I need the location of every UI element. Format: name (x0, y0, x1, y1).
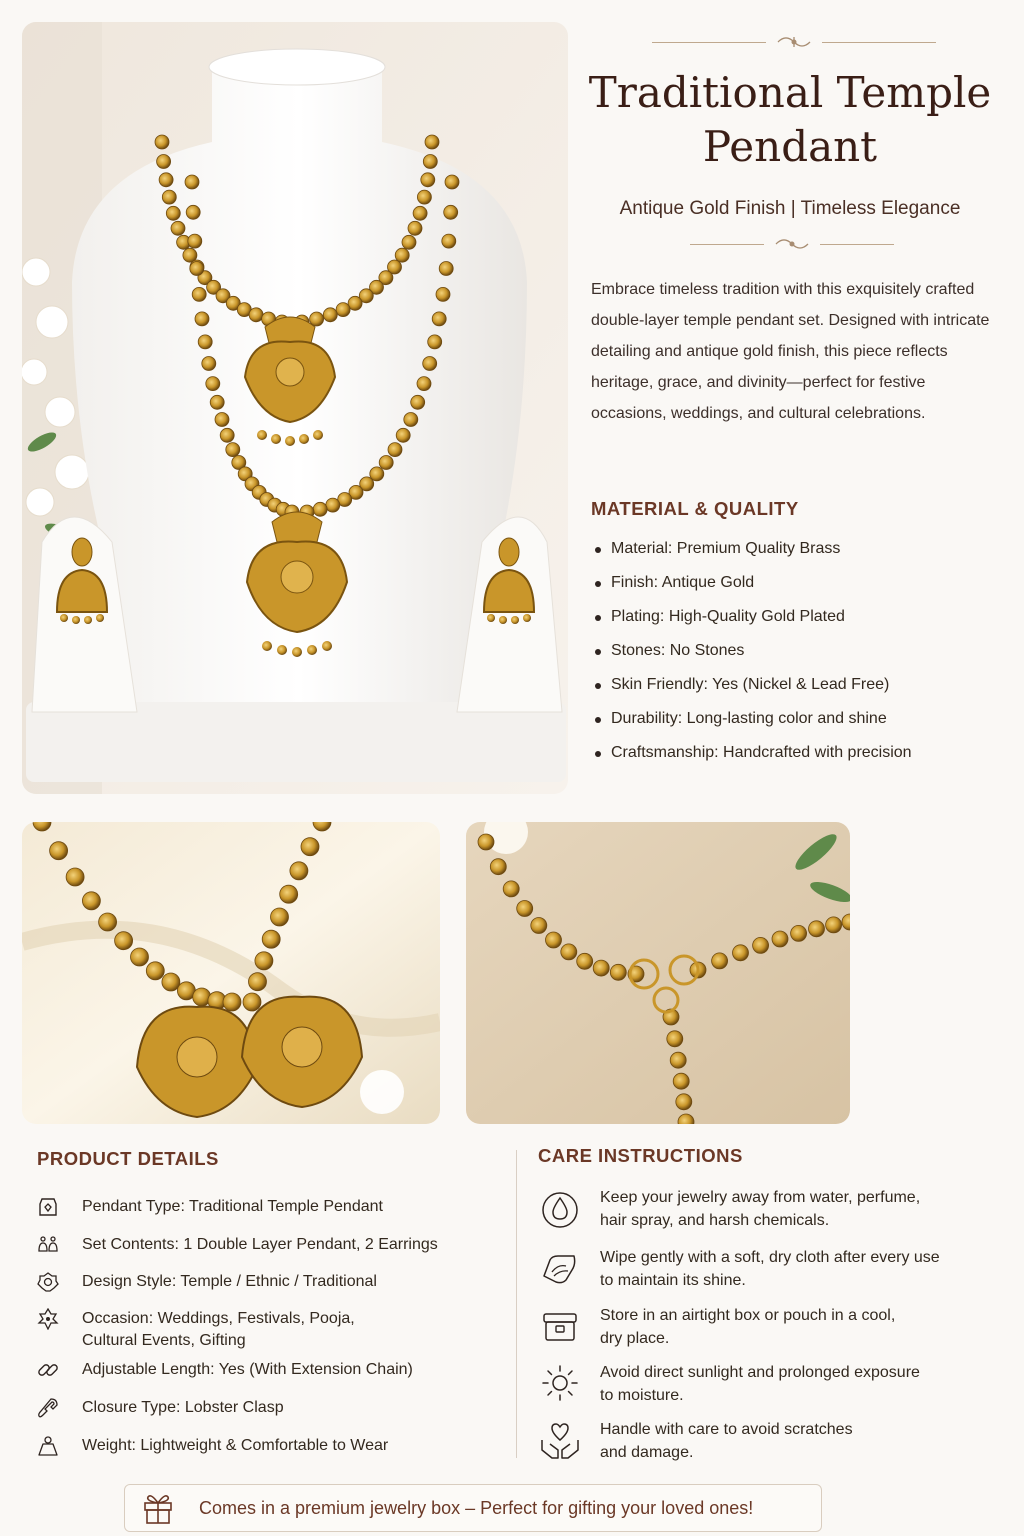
product-detail-row: Design Style: Temple / Ethnic / Traditional (37, 1271, 507, 1293)
material-quality-list (591, 540, 1011, 778)
weight-icon (37, 1435, 59, 1457)
product-detail-row: Closure Type: Lobster Clasp (37, 1397, 507, 1419)
hero-product-image (22, 22, 568, 794)
list-item: Finish: Antique Gold (591, 574, 1011, 608)
product-detail-row: Adjustable Length: Yes (With Extension Chain) (37, 1359, 507, 1381)
gift-banner (124, 1484, 822, 1532)
ornament-divider-bottom (690, 236, 894, 252)
care-instruction-row: Store in an airtight box or pouch in a cool, dry place. (538, 1304, 1008, 1350)
page-title: Traditional Temple Pendant (588, 68, 992, 171)
design-icon (37, 1271, 59, 1293)
material-quality-heading: MATERIAL & QUALITY (591, 498, 799, 519)
storage-box-icon (538, 1304, 582, 1348)
cloth-wipe-icon (538, 1246, 582, 1290)
clasp-icon (37, 1397, 59, 1419)
care-instructions-heading: CARE INSTRUCTIONS (538, 1145, 743, 1166)
product-detail-row: Set Contents: 1 Double Layer Pendant, 2 Earrings (37, 1234, 507, 1256)
care-instruction-row: Keep your jewelry away from water, perfume, hair spray, and harsh chemicals. (538, 1186, 1008, 1232)
list-item: Durability: Long-lasting color and shine (591, 710, 1011, 744)
chain-closeup-image (466, 822, 850, 1124)
occasion-icon (37, 1308, 59, 1330)
ornament-icon (774, 34, 814, 50)
chain-link-icon (37, 1359, 59, 1381)
product-subtitle: Antique Gold Finish | Timeless Elegance (619, 198, 961, 219)
care-hands-icon (538, 1418, 582, 1462)
list-item: Stones: No Stones (591, 642, 1011, 676)
care-instruction-row: Wipe gently with a soft, dry cloth after every use to maintain its shine. (538, 1246, 1008, 1292)
care-instruction-row: Handle with care to avoid scratches and damage. (538, 1418, 1008, 1464)
pendant-closeup-image (22, 822, 440, 1124)
product-detail-row: Occasion: Weddings, Festivals, Pooja, Cultural Events, Gifting (37, 1308, 507, 1352)
gift-icon (141, 1491, 175, 1525)
water-drop-icon (538, 1186, 582, 1230)
list-item: Skin Friendly: Yes (Nickel & Lead Free) (591, 676, 1011, 710)
gift-banner-text: Comes in a premium jewelry box – Perfect for gifting your loved ones! (199, 1497, 754, 1518)
product-details-heading: PRODUCT DETAILS (37, 1148, 219, 1169)
product-detail-row: Pendant Type: Traditional Temple Pendant (37, 1196, 507, 1218)
pendant-icon (37, 1196, 59, 1218)
ornament-divider-top (652, 34, 936, 50)
ornament-icon (772, 236, 812, 252)
list-item: Craftsmanship: Handcrafted with precision (591, 744, 1011, 778)
product-detail-row: Weight: Lightweight & Comfortable to Wear (37, 1435, 507, 1457)
earrings-icon (37, 1234, 59, 1256)
list-item: Material: Premium Quality Brass (591, 540, 1011, 574)
product-description: Embrace timeless tradition with this exquisitely crafted double-layer temple pendant set. Designed with intricate detailing and antique gold finish, this piece reflects heritage, grace, and divinity—perfect for festive occasions, weddings, and cultural celebrations. (591, 281, 990, 422)
list-item: Plating: High-Quality Gold Plated (591, 608, 1011, 642)
care-instruction-row: Avoid direct sunlight and prolonged exposure to moisture. (538, 1361, 1008, 1407)
sun-icon (538, 1361, 582, 1405)
column-divider (516, 1150, 517, 1458)
